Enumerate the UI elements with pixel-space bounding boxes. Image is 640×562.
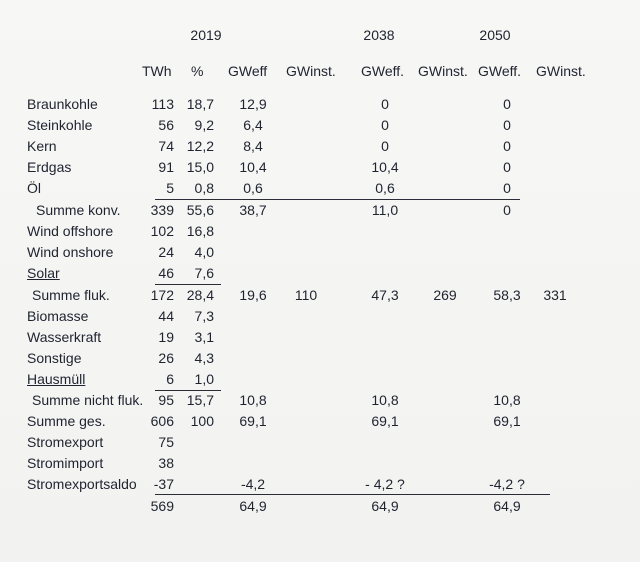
- cell-twh: 102: [150, 223, 174, 239]
- row-label: Wind onshore: [27, 244, 114, 260]
- cell-gweff: 12,9: [239, 96, 267, 112]
- cell-gweff: 64,9: [239, 498, 267, 514]
- row-label: Wind offshore: [27, 223, 114, 239]
- cell-twh: 38: [158, 455, 174, 471]
- cell-gweff: 38,7: [239, 202, 267, 218]
- cell-g2038eff: 0: [381, 96, 389, 112]
- cell-g2050eff: 0: [503, 117, 511, 133]
- cell-twh: 113: [151, 96, 174, 112]
- unit-header-gweff-2050: GWeff.: [478, 63, 522, 79]
- row-label: Summe fluk.: [32, 287, 110, 303]
- cell-twh: 6: [166, 371, 174, 387]
- row-label: Stromimport: [27, 455, 104, 471]
- cell-g2038eff: - 4,2 ?: [365, 476, 405, 492]
- cell-pct: 15,7: [186, 392, 214, 408]
- cell-pct: 4,0: [194, 244, 214, 260]
- row-label: Stromexportsaldo: [27, 476, 137, 492]
- row-label: Öl: [27, 180, 41, 196]
- cell-pct: 7,6: [194, 265, 214, 281]
- rule-under-solar: [155, 284, 221, 285]
- cell-twh: 172: [150, 287, 174, 303]
- cell-g2050eff: -4,2 ?: [489, 476, 525, 492]
- row-label: Solar: [27, 265, 60, 281]
- year-header-2019: 2019: [190, 27, 222, 43]
- cell-pct: 3,1: [194, 329, 214, 345]
- cell-g2050eff: 58,3: [493, 287, 521, 303]
- cell-pct: 100: [190, 413, 214, 429]
- cell-g2050eff: 0: [503, 96, 511, 112]
- row-label: Erdgas: [27, 159, 72, 175]
- cell-g2038eff: 11,0: [371, 202, 399, 218]
- unit-header-gwinst-2050: GWinst.: [536, 63, 586, 79]
- unit-header-gweff-2019: GWeff: [228, 63, 268, 79]
- cell-g2050inst: 331: [543, 287, 567, 303]
- cell-g2038eff: 69,1: [371, 413, 399, 429]
- cell-gweff: 6,4: [243, 117, 263, 133]
- cell-twh: 74: [158, 138, 174, 154]
- cell-g2050eff: 69,1: [493, 413, 521, 429]
- cell-pct: 1,0: [194, 371, 214, 387]
- row-label: Wasserkraft: [27, 329, 102, 345]
- cell-g2050eff: 0: [503, 138, 511, 154]
- cell-twh: 91: [158, 159, 174, 175]
- cell-g2038eff: 64,9: [371, 498, 399, 514]
- cell-g2050eff: 10,8: [493, 392, 521, 408]
- cell-g2038eff: 47,3: [371, 287, 399, 303]
- cell-twh: 5: [166, 180, 174, 196]
- year-header-2050: 2050: [479, 27, 511, 43]
- unit-header-pct: %: [191, 63, 204, 79]
- cell-twh: 26: [158, 350, 174, 366]
- cell-gweff: 19,6: [239, 287, 267, 303]
- unit-header-twh: TWh: [142, 63, 172, 79]
- cell-gweff: 69,1: [239, 413, 267, 429]
- cell-pct: 7,3: [194, 308, 214, 324]
- cell-g2038inst: 269: [433, 287, 457, 303]
- cell-gwinst: 110: [294, 287, 318, 303]
- cell-g2050eff: 0: [503, 180, 511, 196]
- cell-pct: 4,3: [194, 350, 214, 366]
- cell-g2050eff: 0: [503, 202, 511, 218]
- row-label: Sonstige: [27, 350, 82, 366]
- cell-pct: 15,0: [186, 159, 214, 175]
- row-label: Stromexport: [27, 434, 104, 450]
- cell-pct: 55,6: [186, 202, 214, 218]
- row-label: Summe konv.: [36, 202, 121, 218]
- cell-pct: 12,2: [186, 138, 214, 154]
- cell-twh: 569: [150, 498, 174, 514]
- unit-header-gwinst-2038: GWinst.: [418, 63, 468, 79]
- cell-g2038eff: 0: [381, 138, 389, 154]
- cell-pct: 28,4: [186, 287, 214, 303]
- cell-twh: -37: [153, 476, 174, 492]
- row-label: Hausmüll: [27, 371, 86, 387]
- cell-gweff: 10,8: [239, 392, 267, 408]
- cell-g2050eff: 0: [503, 159, 511, 175]
- row-label: Summe nicht fluk.: [32, 392, 144, 408]
- row-label: Braunkohle: [27, 96, 98, 112]
- cell-g2038eff: 0,6: [375, 180, 395, 196]
- row-label: Biomasse: [27, 308, 89, 324]
- cell-g2038eff: 10,4: [371, 159, 399, 175]
- cell-twh: 44: [158, 308, 174, 324]
- unit-header-gweff-2038: GWeff.: [361, 63, 405, 79]
- cell-twh: 56: [158, 117, 174, 133]
- cell-twh: 95: [158, 392, 174, 408]
- cell-twh: 606: [150, 413, 174, 429]
- year-header-2038: 2038: [363, 27, 395, 43]
- rule-under-saldo: [155, 494, 550, 495]
- cell-gweff: 10,4: [239, 159, 267, 175]
- row-label: Summe ges.: [27, 413, 106, 429]
- cell-g2038eff: 10,8: [371, 392, 399, 408]
- cell-twh: 46: [158, 265, 174, 281]
- cell-twh: 339: [150, 202, 174, 218]
- cell-pct: 18,7: [186, 96, 214, 112]
- row-label: Kern: [27, 138, 57, 154]
- cell-gweff: 8,4: [243, 138, 263, 154]
- cell-twh: 19: [158, 329, 174, 345]
- cell-g2038eff: 0: [381, 117, 389, 133]
- rule-under-oel: [155, 199, 520, 200]
- cell-pct: 9,2: [194, 117, 214, 133]
- cell-g2050eff: 64,9: [493, 498, 521, 514]
- cell-gweff: 0,6: [243, 180, 263, 196]
- cell-pct: 16,8: [186, 223, 214, 239]
- rule-under-hausmuell: [155, 390, 221, 391]
- cell-pct: 0,8: [194, 180, 214, 196]
- cell-twh: 75: [158, 434, 174, 450]
- row-label: Steinkohle: [27, 117, 93, 133]
- cell-gweff: -4,2: [240, 476, 266, 492]
- unit-header-gwinst-2019: GWinst.: [286, 63, 336, 79]
- cell-twh: 24: [158, 244, 174, 260]
